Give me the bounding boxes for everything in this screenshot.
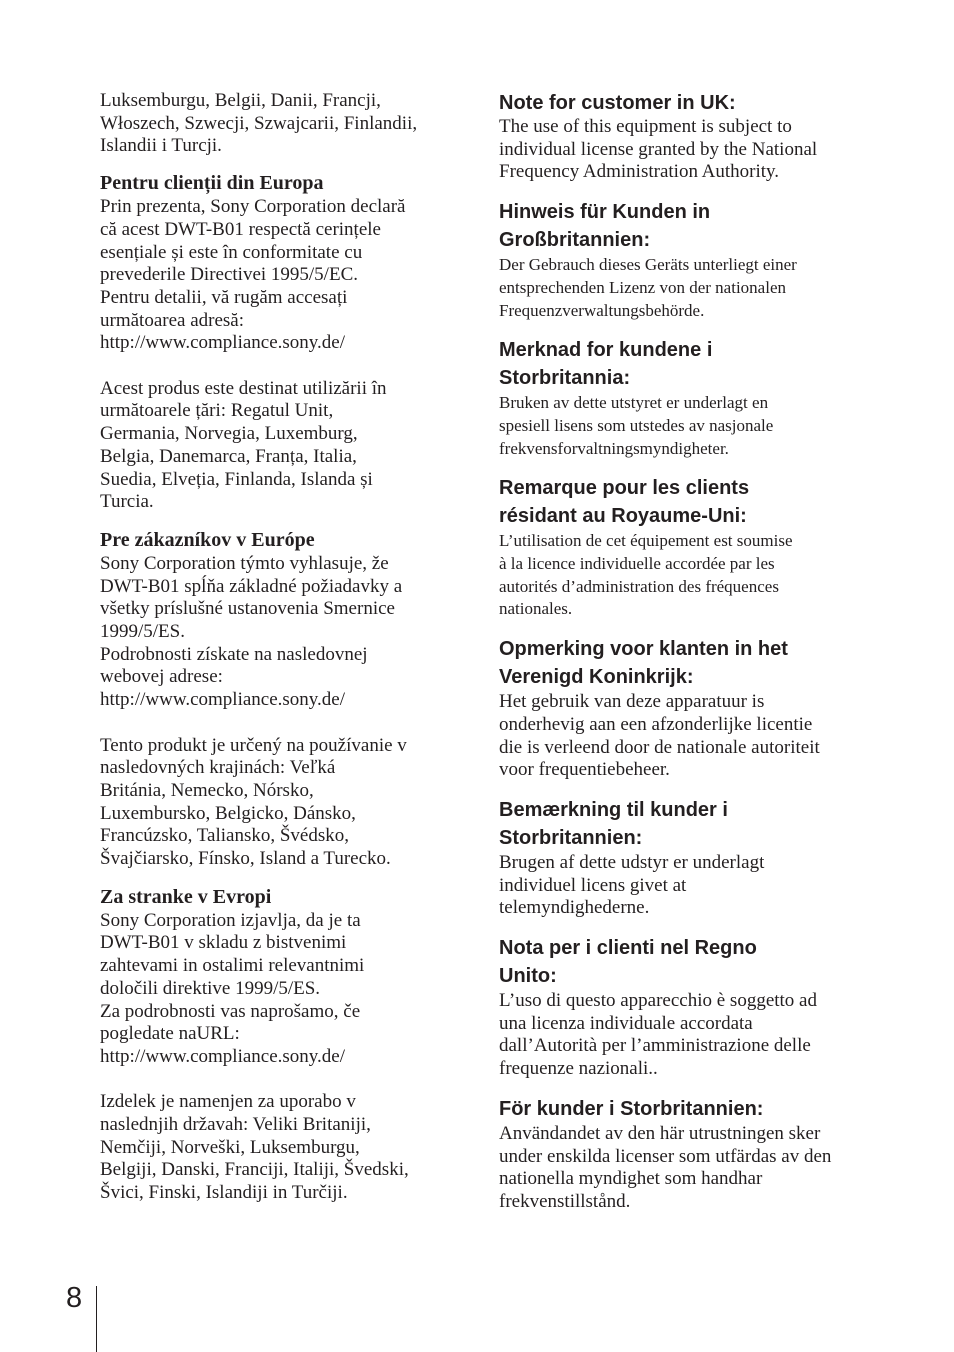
section-uk-dutch — [499, 635, 859, 782]
section-title: Pentru clienții din Europa — [100, 172, 324, 195]
section-paragraph: Sony Corporation izjavlja, da je ta DWT-B01 v skladu z bistvenimi zahtevami in ostalimi relevantnimi določili direktive 1999/5/ES. Za podrobnosti vas naprošamo, če pogledate naURL: http://www.compliance.sony.de/ — [100, 909, 365, 1067]
section-title: Bemærkning til kunder i Storbritannien: — [499, 798, 728, 849]
section-slovenian — [100, 886, 460, 1205]
intro-paragraph: Luksemburgu, Belgii, Danii, Francji, Włoszech, Szwecji, Szwajcarii, Finlandii, Islandii i Turcji. — [100, 90, 418, 157]
section-title: Za stranke v Evropi — [100, 885, 272, 908]
section-uk-norwegian — [499, 336, 859, 460]
section-paragraph: The use of this equipment is subject to individual license granted by the National Frequency Administration Authority. — [499, 116, 818, 183]
section-uk-english — [499, 90, 859, 184]
section-paragraph: Acest produs este destinat utilizării în următoarele țări: Regatul Unit, Germania, Norvegia, Luxemburg, Belgia, Danemarca, Franța, Italia, Suedia, Elveția, Finlanda, Islanda și Turcia. — [100, 377, 387, 513]
left-column — [100, 90, 460, 1205]
section-paragraph: Het gebruik van deze apparatuur is onderhevig aan een afzonderlijke licentie die is verleend door de nationale autoriteit voor frequentiebeheer. — [499, 691, 820, 781]
section-title: Hinweis für Kunden in Großbritannien: — [499, 201, 711, 252]
section-title: Opmerking voor klanten in het Verenigd Koninkrijk: — [499, 638, 788, 689]
section-paragraph: L’uso di questo apparecchio è soggetto ad una licenza individuale accordata dall’Autorità per l’amministrazione delle frequenze nazionali.. — [499, 990, 817, 1080]
section-paragraph: Sony Corporation týmto vyhlasuje, že DWT-B01 spĺňa základné požiadavky a všetky príslušné ustanovenia Smernice 1999/5/ES. Podrobnosti získate na nasledovnej webovej adrese: http://www.compliance.sony.de/ — [100, 552, 403, 711]
section-uk-italian — [499, 934, 859, 1081]
section-paragraph: Prin prezenta, Sony Corporation declară că acest DWT-B01 respectă cerințele esențiale și este în conformitate cu prevederile Directivei 1995/5/EC. Pentru detalii, vă rugăm accesați următoarea adresă: http://www.compliance.sony.de/ — [100, 196, 406, 354]
section-uk-danish — [499, 796, 859, 920]
page-number: 8 — [66, 1282, 83, 1314]
section-title: Nota per i clienti nel Regno Unito: — [499, 937, 757, 988]
section-paragraph: Användandet av den här utrustningen sker under enskilda licenser som utfärdas av den nationella myndighet som handhar frekvenstillstånd. — [499, 1122, 832, 1212]
section-paragraph: Izdelek je namenjen za uporabo v naslednjih državah: Veliki Britaniji, Nemčiji, Norveški, Luksemburgu, Belgiji, Danski, Franciji, Italiji, Švedski, Švici, Finski, Islandiji in Turčiji. — [100, 1091, 409, 1204]
right-column — [499, 90, 859, 1228]
section-paragraph: Tento produkt je určený na používanie v nasledovných krajinách: Veľká Británia, Nemecko, Nórsko, Luxembursko, Belgicko, Dánsko, Francúzsko, Taliansko, Švédsko, Švajčiarsko, Fínsko, Island a Turecko. — [100, 734, 407, 870]
section-title: Remarque pour les clients résidant au Royaume-Uni: — [499, 477, 750, 528]
section-uk-swedish — [499, 1095, 859, 1214]
section-title: Pre zákazníkov v Európe — [100, 528, 315, 551]
section-title: För kunder i Storbritannien: — [499, 1097, 764, 1120]
section-paragraph: Bruken av dette utstyret er underlagt en spesiell lisens som utstedes av nasjonale frekvensforvaltningsmyndigheter. — [499, 393, 774, 458]
section-title: Merknad for kundene i Storbritannia: — [499, 339, 713, 390]
section-uk-french — [499, 474, 859, 621]
section-paragraph: Brugen af dette udstyr er underlagt individuel licens givet at telemyndighederne. — [499, 851, 765, 919]
section-paragraph: Der Gebrauch dieses Geräts unterliegt einer entsprechenden Lizenz von der nationalen Frequenzverwaltungsbehörde. — [499, 255, 797, 320]
section-paragraph: L’utilisation de cet équipement est soumise à la licence individuelle accordée par les autorités d’administration des fréquences nationales. — [499, 531, 793, 619]
section-uk-german — [499, 198, 859, 322]
section-slovak — [100, 529, 460, 871]
page-number-divider — [96, 1286, 97, 1352]
section-title: Note for customer in UK: — [499, 92, 736, 114]
section-romanian — [100, 172, 460, 514]
